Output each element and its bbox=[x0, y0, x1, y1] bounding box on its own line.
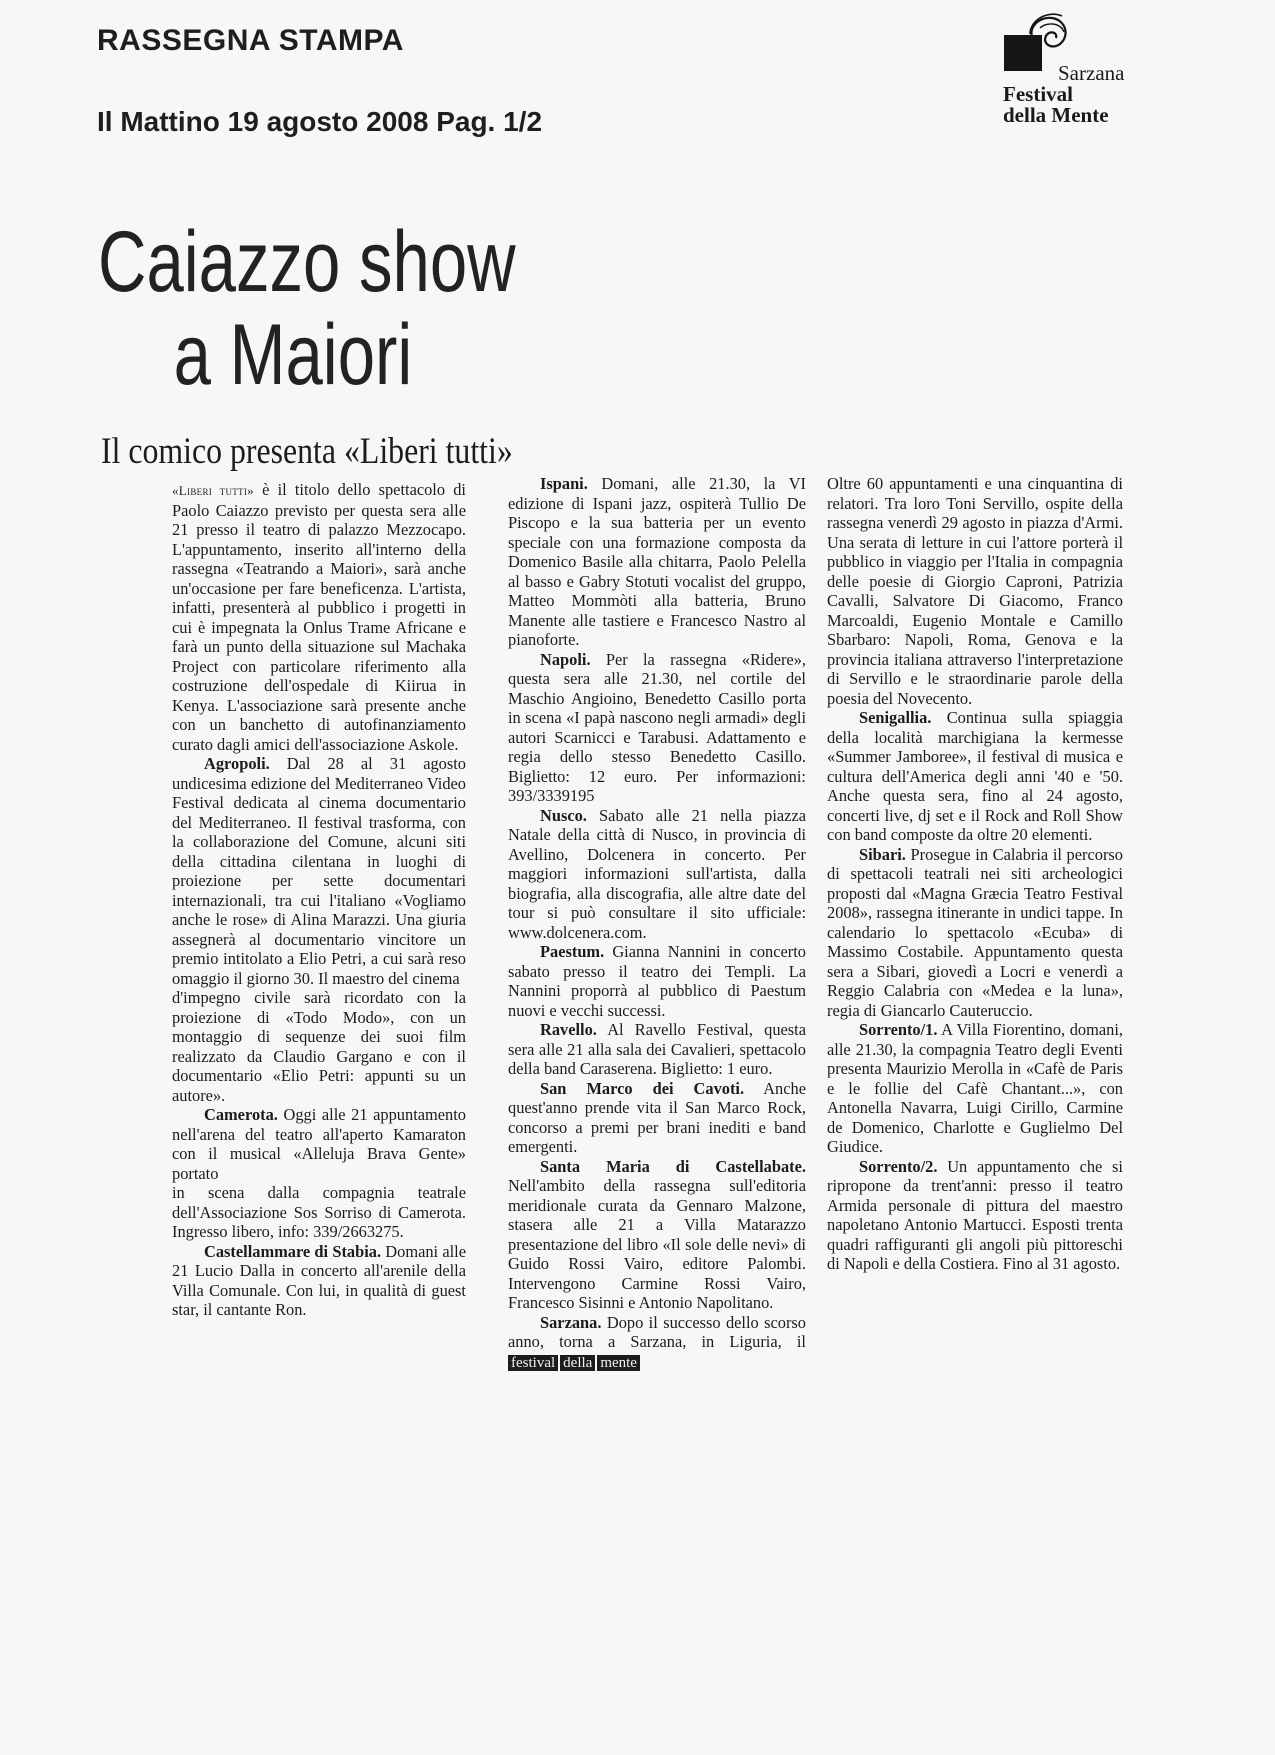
festival-logo bbox=[1000, 5, 1150, 135]
logo-city: Sarzana bbox=[1058, 61, 1125, 85]
logo-word-festival: Festival bbox=[1003, 82, 1073, 106]
article-headline bbox=[98, 216, 516, 402]
sanmarco-paragraph: San Marco dei Cavoti. Anche quest'anno prende vita il San Marco Rock, concorso a premi per brani inediti e band emergenti. bbox=[508, 1078, 806, 1156]
publication-source: Il Mattino 19 agosto 2008 Pag. 1/2 bbox=[97, 106, 543, 137]
nusco-paragraph: Nusco. Sabato alle 21 nella piazza Natale della città di Nusco, in provincia di Avellino, Dolcenera in concerto. Per maggiori informazioni sull'artista, dalla biografia, alla discografia, alle altre date del tour si può consultare il sito ufficiale: www.dolcenera.com. bbox=[508, 805, 806, 942]
headline-line-2: a Maiori bbox=[173, 307, 413, 403]
ravello-paragraph: Ravello. Al Ravello Festival, questa sera alle 21 alla sala dei Cavalieri, spettacolo della band Caraserena. Biglietto: 1 euro. bbox=[508, 1020, 806, 1078]
napoli-paragraph: Napoli. Per la rassegna «Ridere», questa sera alle 21.30, nel cortile del Maschio Angioino, Benedetto Casillo porta in scena «I papà nascono negli armadi» degli autori Scarnicci e Tarabusi. Adattamento e regia dello stesso Benedetto Casillo. Biglietto: 12 euro. Per informazioni: 393/3339195 bbox=[508, 649, 806, 805]
camerota-paragraph: Camerota. Oggi alle 21 appuntamento nell'arena del teatro all'aperto Kamaraton con il musical «Alleluja Brava Gente» portato bbox=[172, 1105, 466, 1183]
paestum-paragraph: Paestum. Gianna Nannini in concerto sabato presso il teatro dei Templi. La Nannini proporrà al pubblico di Paestum nuovi e vecchi successi. bbox=[508, 942, 806, 1020]
highlight-della: della bbox=[560, 1355, 595, 1371]
highlight-mente: mente bbox=[597, 1355, 640, 1371]
sibari-paragraph: Sibari. Prosegue in Calabria il percorso di spettacoli teatrali nei siti archeologici proposti dal «Magna Græcia Teatro Festival 2008», rassegna itinerante in undici tappe. In calendario lo spettacolo «Ecuba» di Massimo Costabile. Appuntamento questa sera a Sibari, giovedì a Locri e venerdì a Reggio Calabria con «Medea e la luna», regia di Giancarlo Cauteruccio. bbox=[827, 844, 1123, 1020]
article-column-1 bbox=[172, 480, 466, 1320]
sarzana-paragraph: Sarzana. Dopo il successo dello scorso anno, torna a Sarzana, in Liguria, il festival della mente bbox=[508, 1312, 806, 1371]
article-column-3 bbox=[827, 474, 1123, 1274]
article-column-2 bbox=[508, 474, 806, 1373]
senigallia-paragraph: Senigallia. Continua sulla spiaggia della località marchigiana la kermesse «Summer Jamboree», il festival di musica e cultura dell'America degli anni '40 e '50. Anche questa sera, fino al 24 agosto, concerti live, dj set e il Rock and Roll Show con band composte da oltre 20 elementi. bbox=[827, 708, 1123, 844]
intro-paragraph: «Liberi tutti» è il titolo dello spettacolo di Paolo Caiazzo previsto per questa sera alle 21 presso il teatro di palazzo Mezzocapo. L'appuntamento, inserito all'interno della rassegna «Teatrando a Maiori», sarà anche un'occasione per fare beneficenza. L'artista, infatti, presenterà al pubblico i progetti in cui è impegnata la Onlus Trame Africane e farà un punto della situazione sul Machaka Project con particolare riferimento alla costruzione dell'ospedale di Kiirua in Kenya. L'associazione sarà presente anche con un banchetto di autofinanziamento curato dagli amici dell'associazione Askole. bbox=[172, 480, 466, 754]
press-review-title: RASSEGNA STAMPA bbox=[97, 24, 404, 57]
article-subheadline: Il comico presenta «Liberi tutti» bbox=[101, 431, 513, 472]
santamaria-paragraph: Santa Maria di Castellabate. Nell'ambito della rassegna sull'editoria meridionale curata da Gennaro Malzone, stasera alle 21 a Villa Matarazzo presentazione del libro «Il sole delle nevi» di Guido Rossi Vairo, editore Palombi. Intervengono Carmine Rossi Vairo, Francesco Sisinni e Antonio Napolitano. bbox=[508, 1156, 806, 1312]
sorrento2-paragraph: Sorrento/2. Un appuntamento che si ripropone da trent'anni: presso il teatro Armida personale di pittura del maestro napoletano Antonio Martucci. Esposti trenta quadri raffiguranti gli angoli più pittoreschi di Napoli e della Costiera. Fino al 31 agosto. bbox=[827, 1156, 1123, 1273]
agropoli-paragraph-cont: d'impegno civile sarà ricordato con la proiezione di «Todo Modo», con un montaggio di sequenze dei suoi film realizzato da Claudio Gargano e con il documentario «Elio Petri: appunti su un autore». bbox=[172, 988, 466, 1105]
highlight-festival: festival bbox=[508, 1355, 558, 1371]
headline-line-1: Caiazzo show bbox=[98, 214, 516, 310]
ispani-paragraph: Ispani. Domani, alle 21.30, la VI edizione di Ispani jazz, ospiterà Tullio De Piscopo e la sua batteria per un evento speciale con una formazione composta da Domenico Basile alla chitarra, Paolo Pelella al basso e Gabry Stotuti vocalist del gruppo, Matteo Mommòti alla batteria, Bruno Manente alle tastiere e Francesco Nastro al pianoforte. bbox=[508, 474, 806, 649]
agropoli-paragraph: Agropoli. Dal 28 al 31 agosto undicesima edizione del Mediterraneo Video Festival dedicata al cinema documentario del Mediterraneo. Il festival trasforma, con la collaborazione del Comune, alcuni siti della cittadina cilentana in luoghi di proiezione per sette documentari internazionali, tra cui l'italiano «Vogliamo anche le rose» di Alina Marazzi. Una giuria assegnerà al documentario vincitore un premio intitolato a Elio Petri, a cui sarà reso omaggio il giorno 30. Il maestro del cinema bbox=[172, 754, 466, 988]
camerota-paragraph-cont: in scena dalla compagnia teatrale dell'Associazione Sos Sorriso di Camerota. Ingresso libero, info: 339/2663275. bbox=[172, 1183, 466, 1241]
castellammare-paragraph: Castellammare di Stabia. Domani alle 21 Lucio Dalla in concerto all'arenile della Villa Comunale. Con lui, in qualità di guest star, il cantante Ron. bbox=[172, 1241, 466, 1319]
sarzana-paragraph-cont: Oltre 60 appuntamenti e una cinquantina di relatori. Tra loro Toni Servillo, ospite della rassegna venerdì 29 agosto in piazza d'Armi. Una serata di letture in cui l'attore porterà il pubblico in viaggio per l'Italia in compagnia delle poesie di Giorgio Caproni, Patrizia Cavalli, Salvatore Di Giacomo, Franco Marcoaldi, Eugenio Montale e Camillo Sbarbaro: Napoli, Roma, Genova e la provincia italiana attraverso l'interpretazione di Servillo e le straordinarie parole della poesia del Novecento. bbox=[827, 474, 1123, 708]
sorrento1-paragraph: Sorrento/1. A Villa Fiorentino, domani, alle 21.30, la compagnia Teatro degli Eventi presenta Maurizio Merolla in «Cafè de Paris e le follie del Cafè Chantant...», con Antonella Navarra, Luigi Cirillo, Carmine de Domenico, Charlotte e Guglielmo Del Giudice. bbox=[827, 1020, 1123, 1156]
logo-word-mente: della Mente bbox=[1003, 103, 1109, 127]
